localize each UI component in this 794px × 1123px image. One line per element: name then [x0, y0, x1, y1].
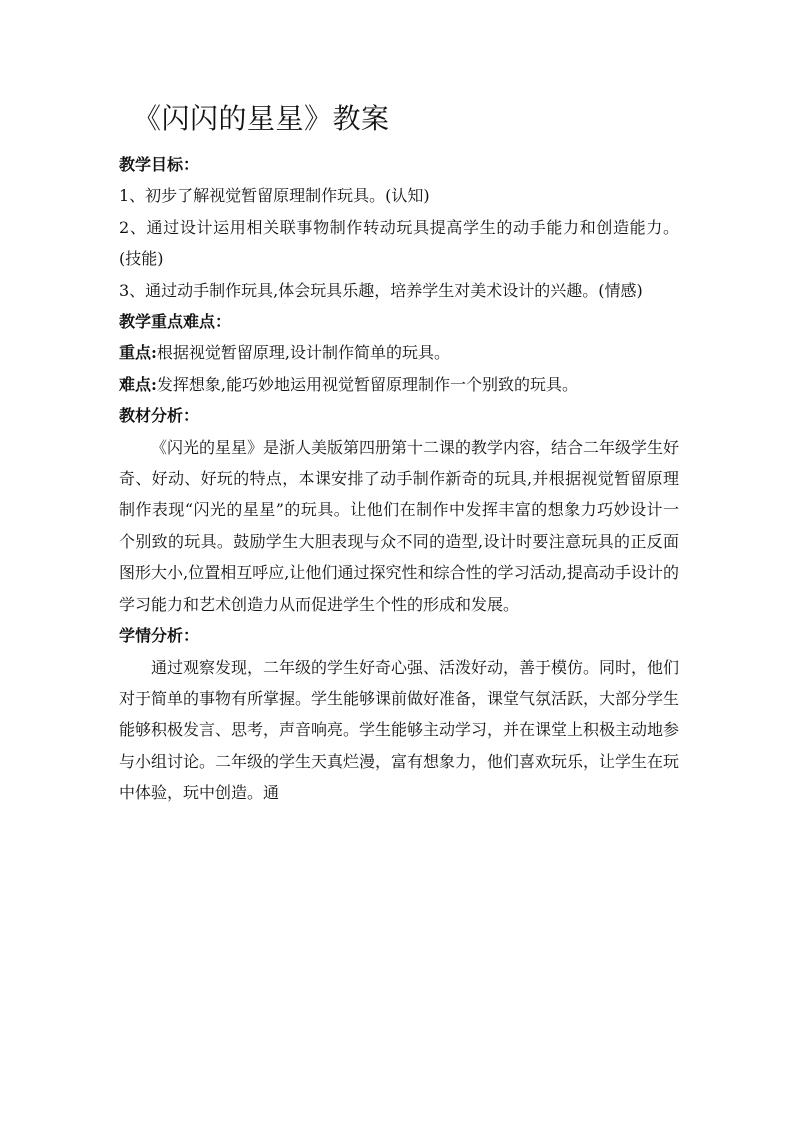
- material-analysis-paragraph: 《闪光的星星》是浙人美版第四册第十二课的教学内容，结合二年级学生好奇、好动、好玩的特点，本课安排了动手制作新奇的玩具,并根据视觉暂留原理制作表现“闪光的星星”的玩具。让他们在制作中发挥丰富的想象力巧妙设计一个别致的玩具。鼓励学生大胆表现与众不同的造型,设计时要注意玩具的正反面图形大小,位置相互呼应,让他们通过探究性和综合性的学习活动,提高动手设计的学习能力和艺术创造力从而促进学生个性的形成和发展。: [119, 437, 680, 614]
- difficulty-text: 发挥想象,能巧妙地运用视觉暂留原理制作一个别致的玩具。: [156, 374, 579, 394]
- goal-item-2: 2、通过设计运用相关联事物制作转动玩具提高学生的动手能力和创造能力。(技能): [119, 217, 679, 269]
- key-points-heading: 教学重点难点：: [119, 312, 232, 332]
- document-title: 《闪闪的星星》教案: [133, 102, 390, 135]
- difficulty-label: 难点:: [119, 374, 157, 394]
- difficulty-line: [119, 369, 679, 400]
- lesson-plan-body: [119, 97, 679, 809]
- goal-item-3: 3、通过动手制作玩具,体会玩具乐趣，培养学生对美术设计的兴趣。(情感): [119, 280, 643, 300]
- key-point-line: [119, 337, 679, 368]
- key-point-text: 根据视觉暂留原理,设计制作简单的玩具。: [156, 343, 451, 363]
- goal-item-1: 1、初步了解视觉暂留原理制作玩具。(认知): [119, 186, 430, 206]
- student-analysis-paragraph: 通过观察发现，二年级的学生好奇心强、活泼好动，善于模仿。同时，他们对于简单的事物有所掌握。学生能够课前做好准备，课堂气氛活跃，大部分学生能够积极发言、思考，声音响亮。学生能够主动学习，并在课堂上积极主动地参与小组讨论。二年级的学生天真烂漫，富有想象力，他们喜欢玩乐，让学生在玩中体验，玩中创造。通: [119, 657, 680, 803]
- material-analysis-heading: 教材分析：: [119, 406, 200, 426]
- key-point-label: 重点:: [119, 343, 157, 363]
- goals-heading: 教学目标：: [119, 155, 200, 174]
- student-analysis-heading: 学情分析：: [119, 626, 200, 646]
